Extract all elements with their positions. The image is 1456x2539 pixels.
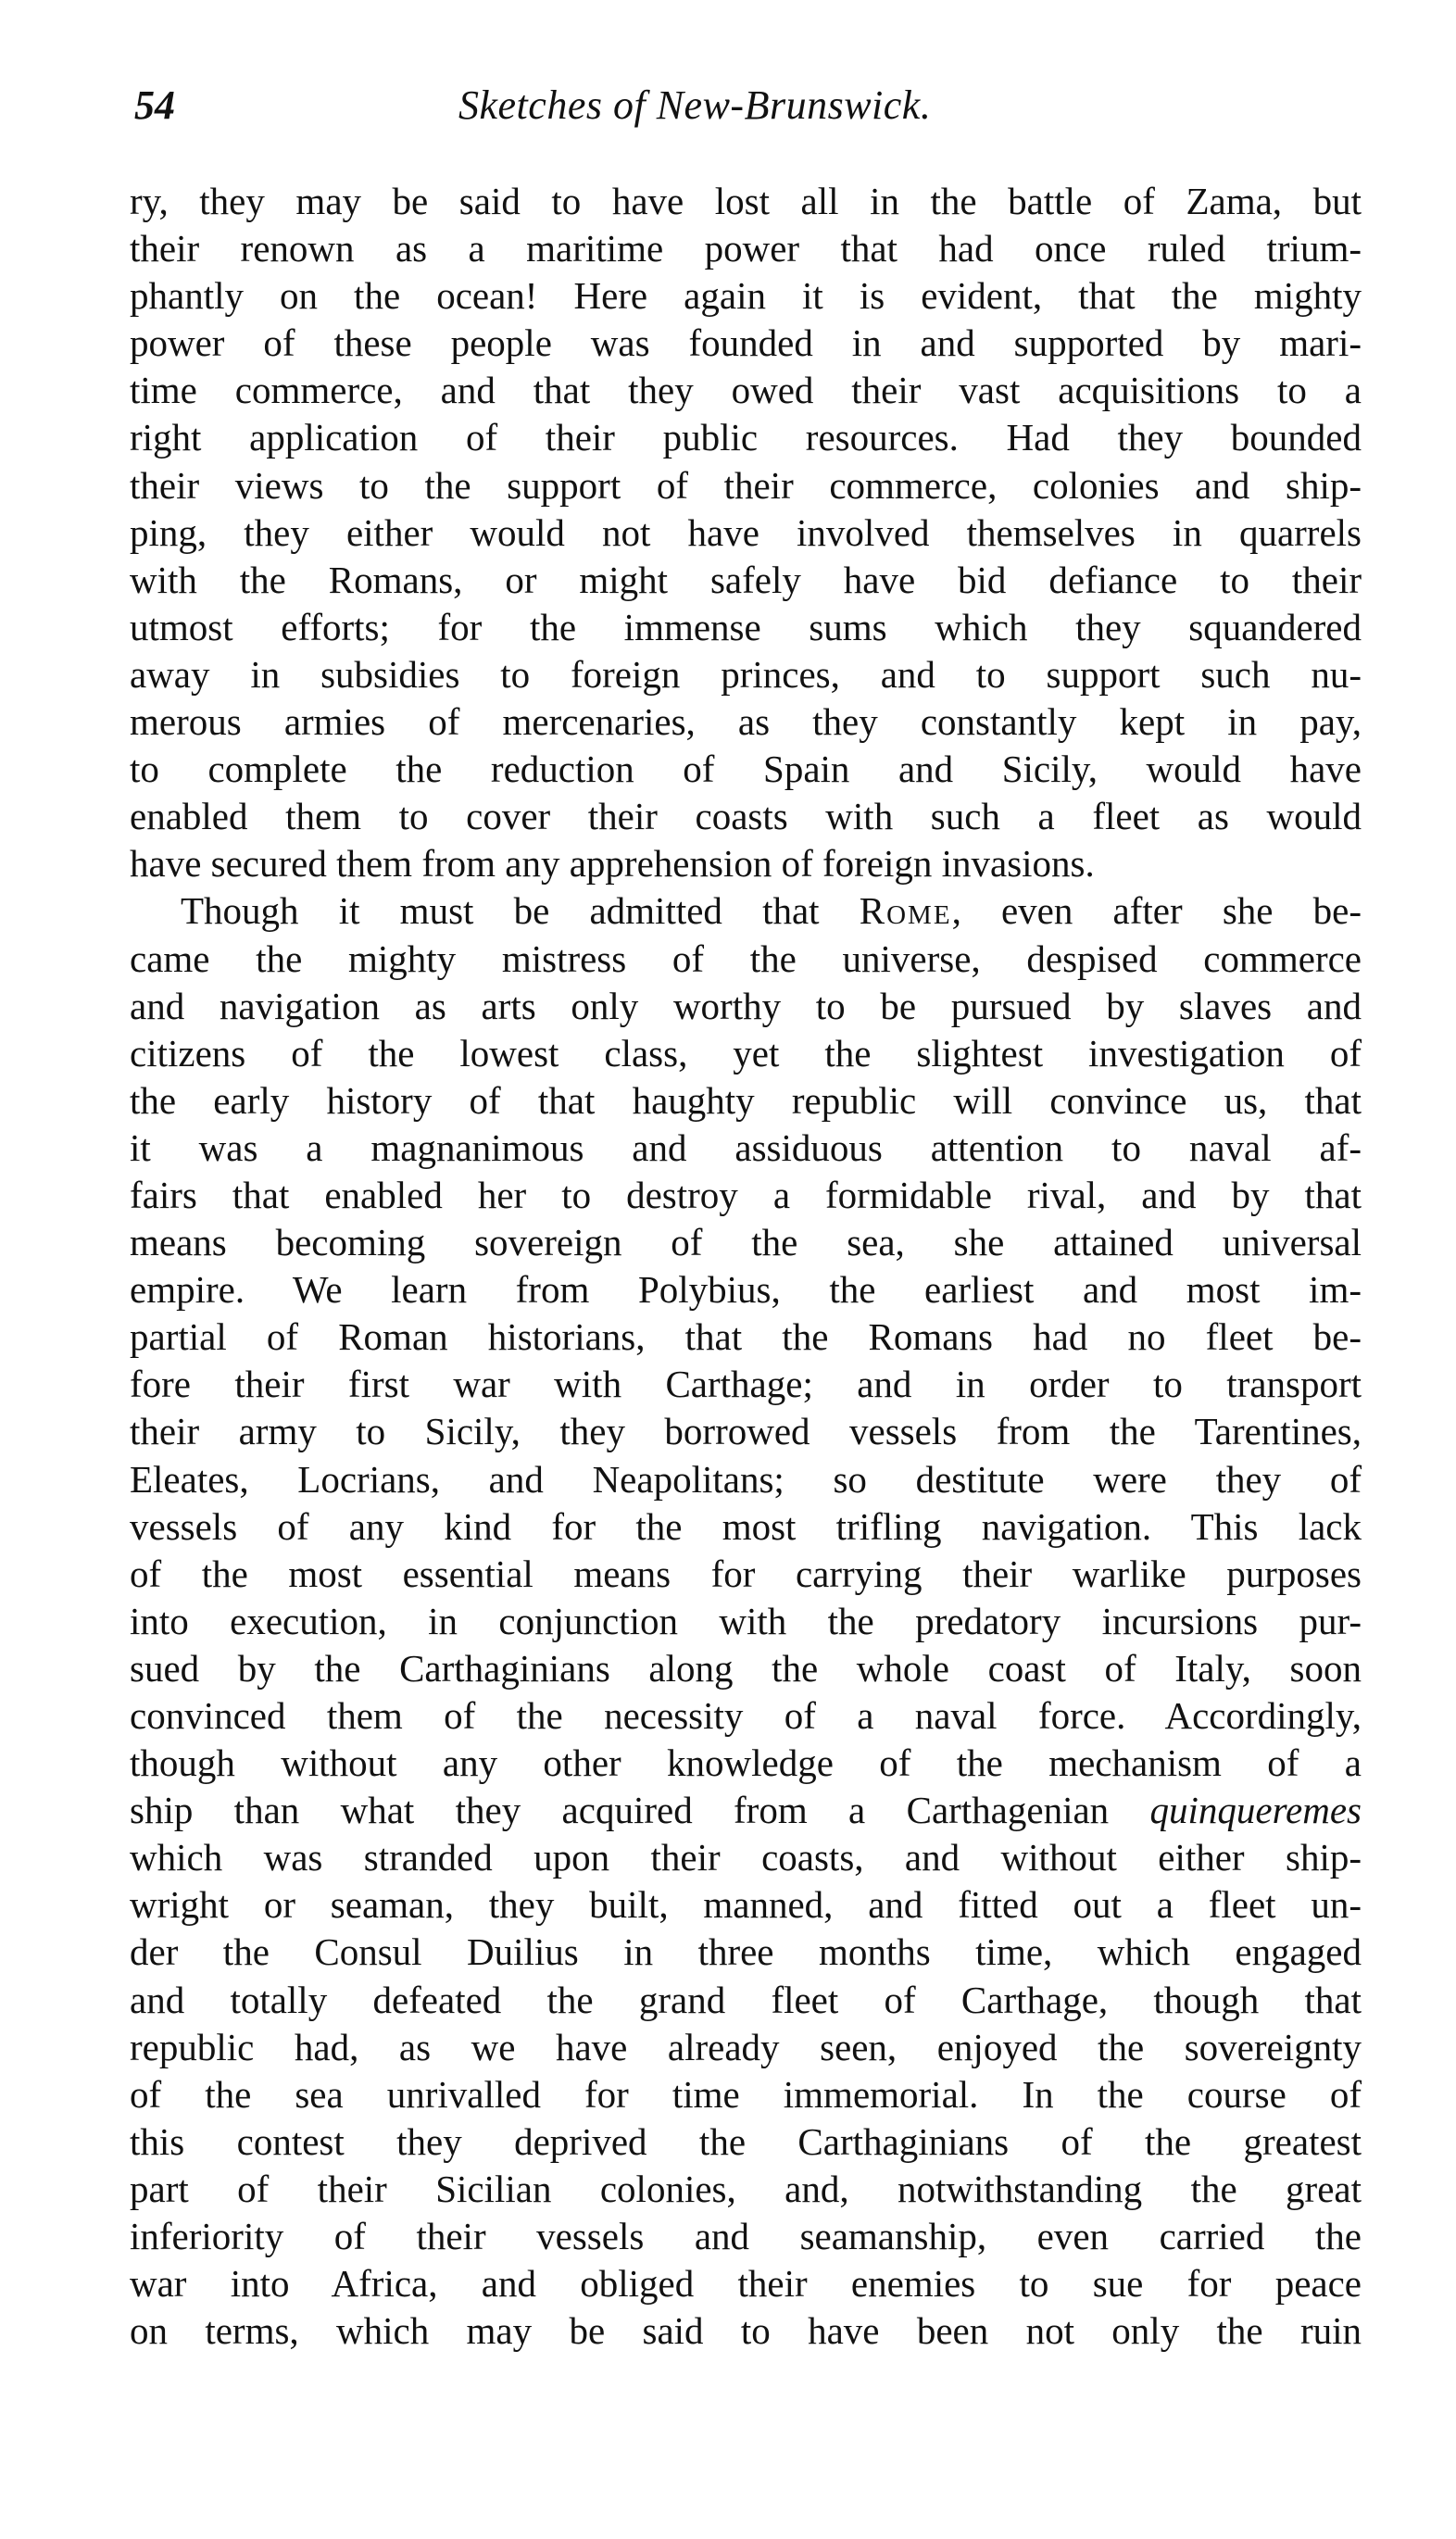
text-line: it was a magnanimous and assiduous attention to naval af-	[130, 1125, 1362, 1169]
text-line: convinced them of the necessity of a naval force. Accordingly,	[130, 1694, 1362, 1737]
text-line: ship than what they acquired from a Carthagenian quinqueremes	[130, 1789, 1362, 1832]
text-line: fairs that enabled her to destroy a formidable rival, and by that	[130, 1173, 1362, 1216]
paragraph	[130, 887, 1362, 2355]
text-line: partial of Roman historians, that the Romans had no fleet be-	[130, 1315, 1362, 1359]
text-line: war into Africa, and obliged their enemies to sue for peace	[130, 2262, 1362, 2306]
page-number: 54	[134, 82, 175, 128]
text-line: empire. We learn from Polybius, the earliest and most im-	[130, 1268, 1362, 1312]
text-line: phantly on the ocean! Here again it is evident, that the mighty	[130, 274, 1362, 318]
text-line: republic had, as we have already seen, enjoyed the sovereignty	[130, 2025, 1362, 2068]
text-line: merous armies of mercenaries, as they constantly kept in pay,	[130, 700, 1362, 744]
text-line: power of these people was founded in and supported by mari-	[130, 321, 1362, 365]
text-line: Eleates, Locrians, and Neapolitans; so destitute were they of	[130, 1457, 1362, 1501]
text-line: ry, they may be said to have lost all in the battle of Zama, but	[130, 180, 1362, 222]
text-line: ping, they either would not have involved themselves in quarrels	[130, 510, 1362, 554]
text-line: the early history of that haughty republic will convince us, that	[130, 1078, 1362, 1122]
text-line: enabled them to cover their coasts with such a fleet as would	[130, 795, 1362, 838]
page-header	[134, 82, 1357, 146]
text-line: part of their Sicilian colonies, and, notwithstanding the great	[130, 2167, 1362, 2210]
text-line: though without any other knowledge of the mechanism of a	[130, 1741, 1362, 1785]
body-text	[130, 178, 1362, 2355]
text-line: sued by the Carthaginians along the whole coast of Italy, soon	[130, 1646, 1362, 1690]
text-line: this contest they deprived the Carthaginians of the greatest	[130, 2119, 1362, 2163]
text-line: inferiority of their vessels and seamanship, even carried the	[130, 2215, 1362, 2258]
text-line: their views to the support of their commerce, colonies and ship-	[130, 463, 1362, 507]
text-line: right application of their public resources. Had they bounded	[130, 416, 1362, 459]
text-line: to complete the reduction of Spain and Sicily, would have	[130, 748, 1362, 791]
text-line: on terms, which may be said to have been not only the ruin	[130, 2309, 1362, 2353]
text-line: fore their first war with Carthage; and in order to transport	[130, 1363, 1362, 1406]
text-line: means becoming sovereign of the sea, she attained universal	[130, 1221, 1362, 1264]
text-line: wright or seaman, they built, manned, and fitted out a fleet un-	[130, 1883, 1362, 1927]
text-line: Though it must be admitted that Rome, even after she be-	[181, 889, 1362, 933]
text-line: their army to Sicily, they borrowed vessels from the Tarentines,	[130, 1410, 1362, 1453]
text-line: utmost efforts; for the immense sums which they squandered	[130, 605, 1362, 648]
text-line: time commerce, and that they owed their vast acquisitions to a	[130, 369, 1362, 412]
text-line: of the sea unrivalled for time immemorial. In the course of	[130, 2072, 1362, 2116]
text-line: with the Romans, or might safely have bid defiance to their	[130, 558, 1362, 601]
text-line: their renown as a maritime power that had once ruled trium-	[130, 227, 1362, 270]
text-line: citizens of the lowest class, yet the slightest investigation of	[130, 1031, 1362, 1075]
text-line: vessels of any kind for the most trifling navigation. This lack	[130, 1504, 1362, 1548]
text-line: of the most essential means for carrying their warlike purposes	[130, 1552, 1362, 1595]
text-line: have secured them from any apprehension of foreign invasions.	[130, 842, 1095, 886]
text-line: der the Consul Duilius in three months time, which engaged	[130, 1930, 1362, 1974]
text-line: away in subsidies to foreign princes, and to support such nu-	[130, 652, 1362, 696]
text-line: and navigation as arts only worthy to be pursued by slaves and	[130, 984, 1362, 1027]
text-line: came the mighty mistress of the universe, despised commerce	[130, 936, 1362, 980]
paragraph	[130, 178, 1362, 887]
text-line: which was stranded upon their coasts, and without either ship-	[130, 1836, 1362, 1879]
running-title: Sketches of New-Brunswick.	[458, 82, 932, 128]
text-line: into execution, in conjunction with the predatory incursions pur-	[130, 1599, 1362, 1642]
text-line: and totally defeated the grand fleet of Carthage, though that	[130, 1978, 1362, 2021]
